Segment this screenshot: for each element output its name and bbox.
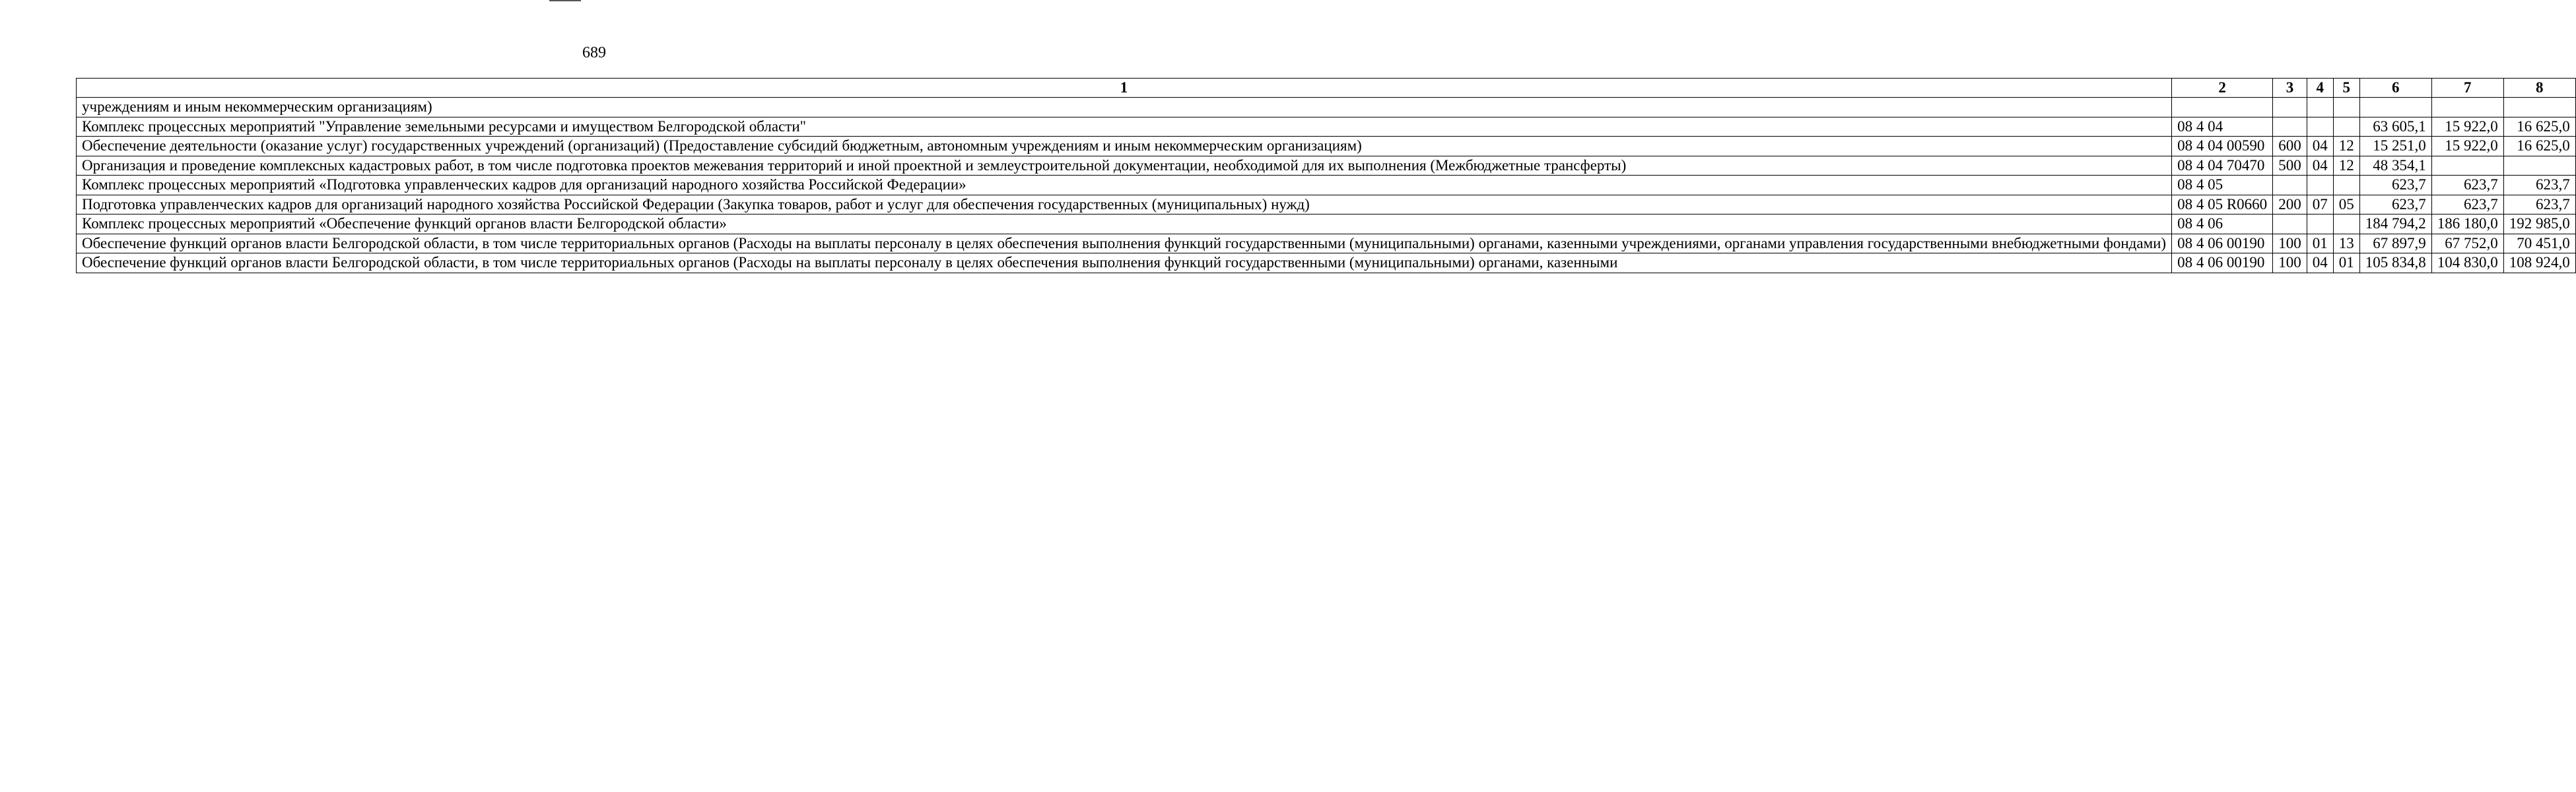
row-col3: 500 [2273, 156, 2307, 176]
table-row [77, 98, 2576, 117]
row-col6: 48 354,1 [2359, 156, 2431, 176]
column-header: 7 [2431, 79, 2503, 98]
row-col5 [2333, 117, 2359, 137]
row-col7: 186 180,0 [2431, 214, 2503, 234]
row-col5: 01 [2333, 253, 2359, 273]
row-col7: 623,7 [2431, 176, 2503, 195]
row-code: 08 4 05 [2172, 176, 2273, 195]
row-col4: 01 [2307, 234, 2333, 253]
row-col8: 192 985,0 [2503, 214, 2575, 234]
row-col7: 15 922,0 [2431, 137, 2503, 156]
row-col5: 05 [2333, 195, 2359, 214]
row-col8: 623,7 [2503, 176, 2575, 195]
row-code: 08 4 06 00190 [2172, 234, 2273, 253]
row-name: Комплекс процессных мероприятий "Управление земельными ресурсами и имуществом Белгородской области" [77, 117, 2172, 137]
row-code: 08 4 04 70470 [2172, 156, 2273, 176]
row-col4: 04 [2307, 137, 2333, 156]
header-row [77, 79, 2576, 98]
row-code [2172, 98, 2273, 117]
row-col8 [2503, 98, 2575, 117]
row-col4 [2307, 98, 2333, 117]
row-col7: 623,7 [2431, 195, 2503, 214]
row-col3 [2273, 98, 2307, 117]
row-col8: 16 625,0 [2503, 117, 2575, 137]
row-col6: 623,7 [2359, 176, 2431, 195]
table-row [77, 117, 2576, 137]
row-col6: 63 605,1 [2359, 117, 2431, 137]
row-col6: 15 251,0 [2359, 137, 2431, 156]
row-col8: 16 625,0 [2503, 137, 2575, 156]
row-name: Комплекс процессных мероприятий «Обеспечение функций органов власти Белгородской области» [77, 214, 2172, 234]
row-name: Подготовка управленческих кадров для организаций народного хозяйства Российской Федерации (Закупка товаров, работ и услуг для обеспечения государственных (муниципальных) нужд) [77, 195, 2172, 214]
row-col6: 67 897,9 [2359, 234, 2431, 253]
row-name: Обеспечение функций органов власти Белгородской области, в том числе территориальных органов (Расходы на выплаты персоналу в целях обеспечения выполнения функций государственными (муниципальными) органами, казенными [77, 253, 2172, 273]
table-row [77, 195, 2576, 214]
row-col8: 70 451,0 [2503, 234, 2575, 253]
row-col3 [2273, 214, 2307, 234]
row-col7 [2431, 156, 2503, 176]
row-col3 [2273, 117, 2307, 137]
row-col4: 04 [2307, 156, 2333, 176]
page-number: 689 [582, 44, 606, 61]
column-header: 8 [2503, 79, 2575, 98]
row-col7 [2431, 98, 2503, 117]
row-code: 08 4 05 R0660 [2172, 195, 2273, 214]
row-col5 [2333, 176, 2359, 195]
column-header: 6 [2359, 79, 2431, 98]
row-name: Обеспечение функций органов власти Белгородской области, в том числе территориальных органов (Расходы на выплаты персоналу в целях обеспечения выполнения функций государственными (муниципальными) органами, казенными учреждениями, органами управления государственными внебюджетными фондами) [77, 234, 2172, 253]
row-col8: 623,7 [2503, 195, 2575, 214]
row-name: Обеспечение деятельности (оказание услуг) государственных учреждений (организаций) (Предоставление субсидий бюджетным, автономным учреждениям и иным некоммерческим организациям) [77, 137, 2172, 156]
row-col3: 100 [2273, 253, 2307, 273]
row-name: Организация и проведение комплексных кадастровых работ, в том числе подготовка проектов межевания территорий и иной проектной и землеустроительной документации, необходимой для их выполнения (Межбюджетные трансферты) [77, 156, 2172, 176]
row-col7: 104 830,0 [2431, 253, 2503, 273]
column-header: 4 [2307, 79, 2333, 98]
row-code: 08 4 04 00590 [2172, 137, 2273, 156]
row-col4: 07 [2307, 195, 2333, 214]
row-name: Комплекс процессных мероприятий «Подготовка управленческих кадров для организаций народного хозяйства Российской Федерации» [77, 176, 2172, 195]
table-row [77, 137, 2576, 156]
table-row [77, 176, 2576, 195]
row-col5: 12 [2333, 137, 2359, 156]
row-col7: 67 752,0 [2431, 234, 2503, 253]
column-header: 1 [77, 79, 2172, 98]
row-col5 [2333, 98, 2359, 117]
row-col3: 600 [2273, 137, 2307, 156]
row-col6: 184 794,2 [2359, 214, 2431, 234]
row-col4 [2307, 176, 2333, 195]
row-col3: 100 [2273, 234, 2307, 253]
row-col6: 623,7 [2359, 195, 2431, 214]
column-header: 2 [2172, 79, 2273, 98]
row-col6: 105 834,8 [2359, 253, 2431, 273]
column-header: 5 [2333, 79, 2359, 98]
row-col4: 04 [2307, 253, 2333, 273]
row-col5: 12 [2333, 156, 2359, 176]
row-col5 [2333, 214, 2359, 234]
budget-table [76, 78, 2576, 273]
row-col8 [2503, 156, 2575, 176]
row-col4 [2307, 117, 2333, 137]
row-col3: 200 [2273, 195, 2307, 214]
row-name: учреждениям и иным некоммерческим организациям) [77, 98, 2172, 117]
row-col5: 13 [2333, 234, 2359, 253]
table-row [77, 156, 2576, 176]
row-code: 08 4 04 [2172, 117, 2273, 137]
table-row [77, 234, 2576, 253]
row-col8: 108 924,0 [2503, 253, 2575, 273]
column-header: 3 [2273, 79, 2307, 98]
table-row [77, 253, 2576, 273]
row-col4 [2307, 214, 2333, 234]
table-row [77, 214, 2576, 234]
row-col6 [2359, 98, 2431, 117]
row-col3 [2273, 176, 2307, 195]
row-code: 08 4 06 00190 [2172, 253, 2273, 273]
row-code: 08 4 06 [2172, 214, 2273, 234]
top-mark [549, 0, 581, 1]
row-col7: 15 922,0 [2431, 117, 2503, 137]
